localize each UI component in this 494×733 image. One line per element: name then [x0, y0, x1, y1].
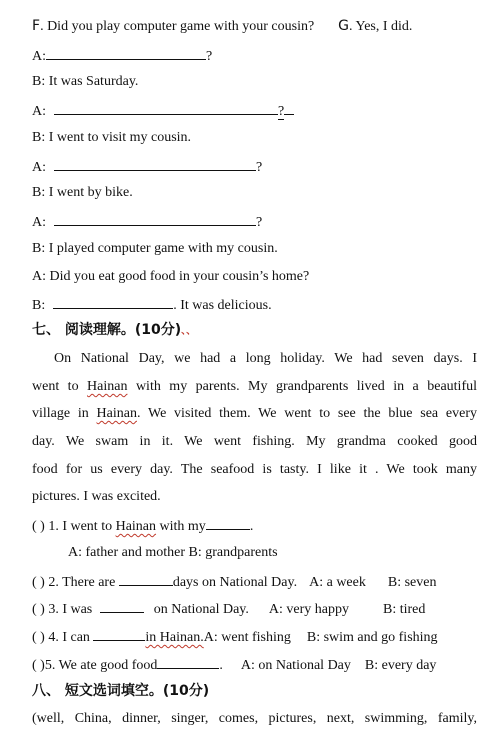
section-8-heading: 八、 短文选词填空。(10分)	[32, 683, 210, 699]
passage-text: day. We swam in it. We went fishing. My grandma cooked good	[32, 434, 477, 449]
answer-blank[interactable]	[119, 572, 173, 586]
section-7-title: 七、 阅读理解。(10分)	[32, 322, 182, 338]
speaker-a: A:	[32, 215, 46, 230]
dialogue-b5	[32, 295, 480, 315]
passage-line-4	[32, 433, 477, 451]
speaker-a: A:	[32, 49, 46, 64]
speaker-b: B:	[32, 298, 46, 313]
question-1	[32, 516, 480, 536]
q5-prefix: ( )5. We ate good food	[32, 658, 158, 673]
q4-prefix: ( ) 4. I can	[32, 630, 94, 645]
answer-blank[interactable]	[93, 627, 145, 641]
passage-line-1	[54, 350, 477, 368]
q1-mid: with my	[156, 519, 206, 534]
answer-blank[interactable]	[46, 46, 206, 60]
dialogue-b2: B: I went to visit my cousin.	[32, 130, 192, 145]
q3-option-b: B: tired	[382, 602, 426, 617]
answer-blank[interactable]	[157, 655, 219, 669]
option-g-text: . Yes, I did.	[349, 19, 413, 34]
option-f-text: . Did you play computer game with your cousin?	[40, 19, 315, 34]
question-mark: ?	[206, 49, 213, 64]
q3-option-a: A: very happy	[268, 602, 349, 617]
dialogue-a3	[32, 157, 480, 177]
q4-place: in Hainan.	[145, 630, 204, 645]
passage-line-6	[32, 488, 480, 506]
question-4	[32, 627, 480, 647]
dialogue-b1: B: It was Saturday.	[32, 74, 139, 89]
passage-text: village in	[32, 406, 97, 421]
question-mark: ?	[278, 104, 285, 119]
q3-text: on National Day.	[153, 602, 249, 617]
passage-line-5	[32, 461, 477, 479]
passage-text: pictures. I was excited.	[32, 489, 161, 504]
passage-text: with my parents. My grandparents lived in a beautiful	[127, 379, 477, 394]
option-g-label: G	[338, 18, 350, 34]
answer-blank[interactable]	[206, 516, 250, 530]
question-3	[32, 599, 480, 619]
answer-blank[interactable]	[53, 295, 173, 309]
question-f-line	[32, 17, 480, 36]
word-bank: (well, China, dinner, singer, comes, pictures, next, swimming, family,	[32, 711, 477, 726]
place-name: Hainan	[87, 379, 128, 394]
red-marks: 、、	[181, 326, 197, 337]
q1-end: .	[249, 519, 254, 534]
q2-prefix: ( ) 2. There are	[32, 575, 119, 590]
q2-text: days on National Day.	[172, 575, 298, 590]
answer-blank[interactable]	[54, 101, 278, 115]
question-mark: ?	[256, 160, 263, 175]
place-name: Hainan	[96, 406, 137, 421]
question-5	[32, 655, 480, 675]
q5-option-b: B: every day	[364, 658, 437, 673]
dialogue-a2	[32, 101, 480, 121]
passage-line-2	[32, 378, 477, 396]
dialogue-b3: B: I went by bike.	[32, 185, 133, 200]
q5-option-a: A: on National Day	[240, 658, 351, 673]
passage-line-3	[32, 405, 477, 423]
passage-text: food for us every day. The seafood is tasty. I like it . We took many	[32, 462, 477, 477]
question-mark: ?	[256, 215, 263, 230]
dialogue-b4: B: I played computer game with my cousin.	[32, 241, 278, 256]
q1-place: Hainan	[115, 519, 157, 534]
passage-text: went to	[32, 379, 88, 394]
q5-end: .	[219, 658, 223, 673]
speaker-a: A:	[32, 160, 46, 175]
passage-text: On National Day, we had a long holiday. We had seven days. I	[54, 351, 477, 366]
question-1-options: A: father and mother B: grandparents	[68, 545, 278, 560]
question-2	[32, 572, 480, 592]
dialogue-a4	[32, 212, 480, 232]
answer-blank[interactable]	[100, 599, 144, 613]
q4-option-b: B: swim and go fishing	[306, 630, 438, 645]
passage-text: . We visited them. We went to see the blue sea every	[136, 406, 477, 421]
dialogue-a5: A: Did you eat good food in your cousin’s home?	[32, 269, 310, 284]
section-7-heading	[32, 321, 480, 341]
q1-prefix: ( ) 1. I went to	[32, 519, 116, 534]
dialogue-a1	[32, 46, 480, 66]
q3-prefix: ( ) 3. I was	[32, 602, 96, 617]
q2-option-a: A: a week	[309, 575, 366, 590]
speaker-a: A:	[32, 104, 46, 119]
answer-blank[interactable]	[54, 212, 256, 226]
b5-suffix: . It was delicious.	[173, 298, 272, 313]
q2-option-b: B: seven	[387, 575, 437, 590]
option-f-label: F	[32, 18, 41, 34]
q4-option-a: A: went fishing	[203, 630, 291, 645]
answer-blank[interactable]	[54, 157, 256, 171]
